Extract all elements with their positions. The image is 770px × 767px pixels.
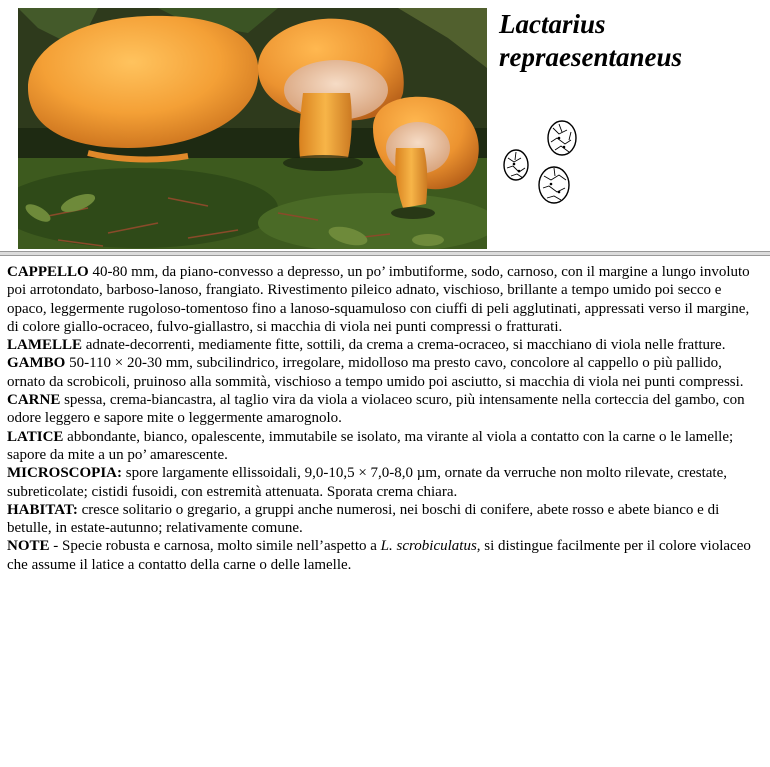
section-text: adnate-decorrenti, mediamente fitte, sottili, da crema a crema-ocraceo, si macchiano di viola nelle fratture. [82, 337, 726, 354]
spore-illustration [499, 118, 583, 210]
section-label: MICROSCOPIA: [7, 465, 122, 482]
note-text-before: - Specie robusta e carnosa, molto simile nell’aspetto a [49, 538, 381, 555]
section-label: CAPPELLO [7, 264, 89, 280]
section-text: 50-110 × 20-30 mm, subcilindrico, irregolare, midolloso ma presto cavo, concolore al cappello o più pallido, ornato da scrobicoli, pruinoso alla sommità, vischioso a tempo umido poi asciutto, si macchia di viola nei punti compressi. [7, 355, 744, 390]
genus-name: Lactarius [499, 9, 606, 39]
section-cappello [7, 263, 759, 336]
mushroom-photo [18, 8, 487, 249]
section-text: spore largamente ellissoidali, 9,0-10,5 × 7,0-8,0 µm, ornate da verruche non molto rilevate, crestate, subreticolate; cistidi fusoidi, con estremità attenuata. Sporata crema chiara. [7, 465, 727, 500]
section-lamelle [7, 336, 759, 354]
section-note [7, 537, 759, 574]
section-text: abbondante, bianco, opalescente, immutabile se isolato, ma virante al viola a contatto con la carne o le lamelle; sapore da mite a un po’ amarescente. [7, 428, 734, 463]
section-label: GAMBO [7, 355, 66, 372]
section-text: spessa, crema-biancastra, al taglio vira da viola a violaceo scuro, più intensamente nella corteccia del gambo, con odore leggero e sapore mite o leggermente amarognolo. [7, 392, 745, 427]
section-label: LAMELLE [7, 337, 83, 354]
section-label: HABITAT: [7, 501, 78, 518]
section-microscopia [7, 464, 759, 501]
section-divider [0, 251, 770, 256]
species-description [7, 263, 759, 574]
section-label: CARNE [7, 392, 61, 409]
section-carne [7, 391, 759, 428]
note-text-after: , si distingue facilmente per il colore violaceo che assume il latice a contatto della carne o delle lamelle. [7, 538, 751, 573]
section-gambo [7, 354, 759, 391]
section-text: cresce solitario o gregario, a gruppi anche numerosi, nei boschi di conifere, abete rosso e abete bianco e di betulle, in estate-autunno; relativamente comune. [7, 501, 720, 537]
section-latice [7, 428, 759, 465]
species-name: repraesentaneus [499, 42, 683, 72]
species-title [499, 8, 764, 74]
section-habitat [7, 501, 759, 538]
section-label: NOTE [7, 538, 50, 555]
section-label: LATICE [7, 428, 64, 445]
note-species-name: L. scrobiculatus [380, 538, 477, 555]
section-text: 40-80 mm, da piano-convesso a depresso, un po’ imbutiforme, sodo, carnoso, con il margine a lungo involuto poi arrotondato, barboso-lanoso, frangiato. Rivestimento pileico adnato, vischioso, brillante a tempo umido poi secco e opaco, leggermente rugoloso-tomentoso fino a lanoso-squamuloso con ciuffi di peli agglutinati, appressati verso il margine, di colore giallo-ocraceo, fulvo-giallastro, si macchia di viola nei punti compressi o fratturati. [7, 264, 750, 335]
